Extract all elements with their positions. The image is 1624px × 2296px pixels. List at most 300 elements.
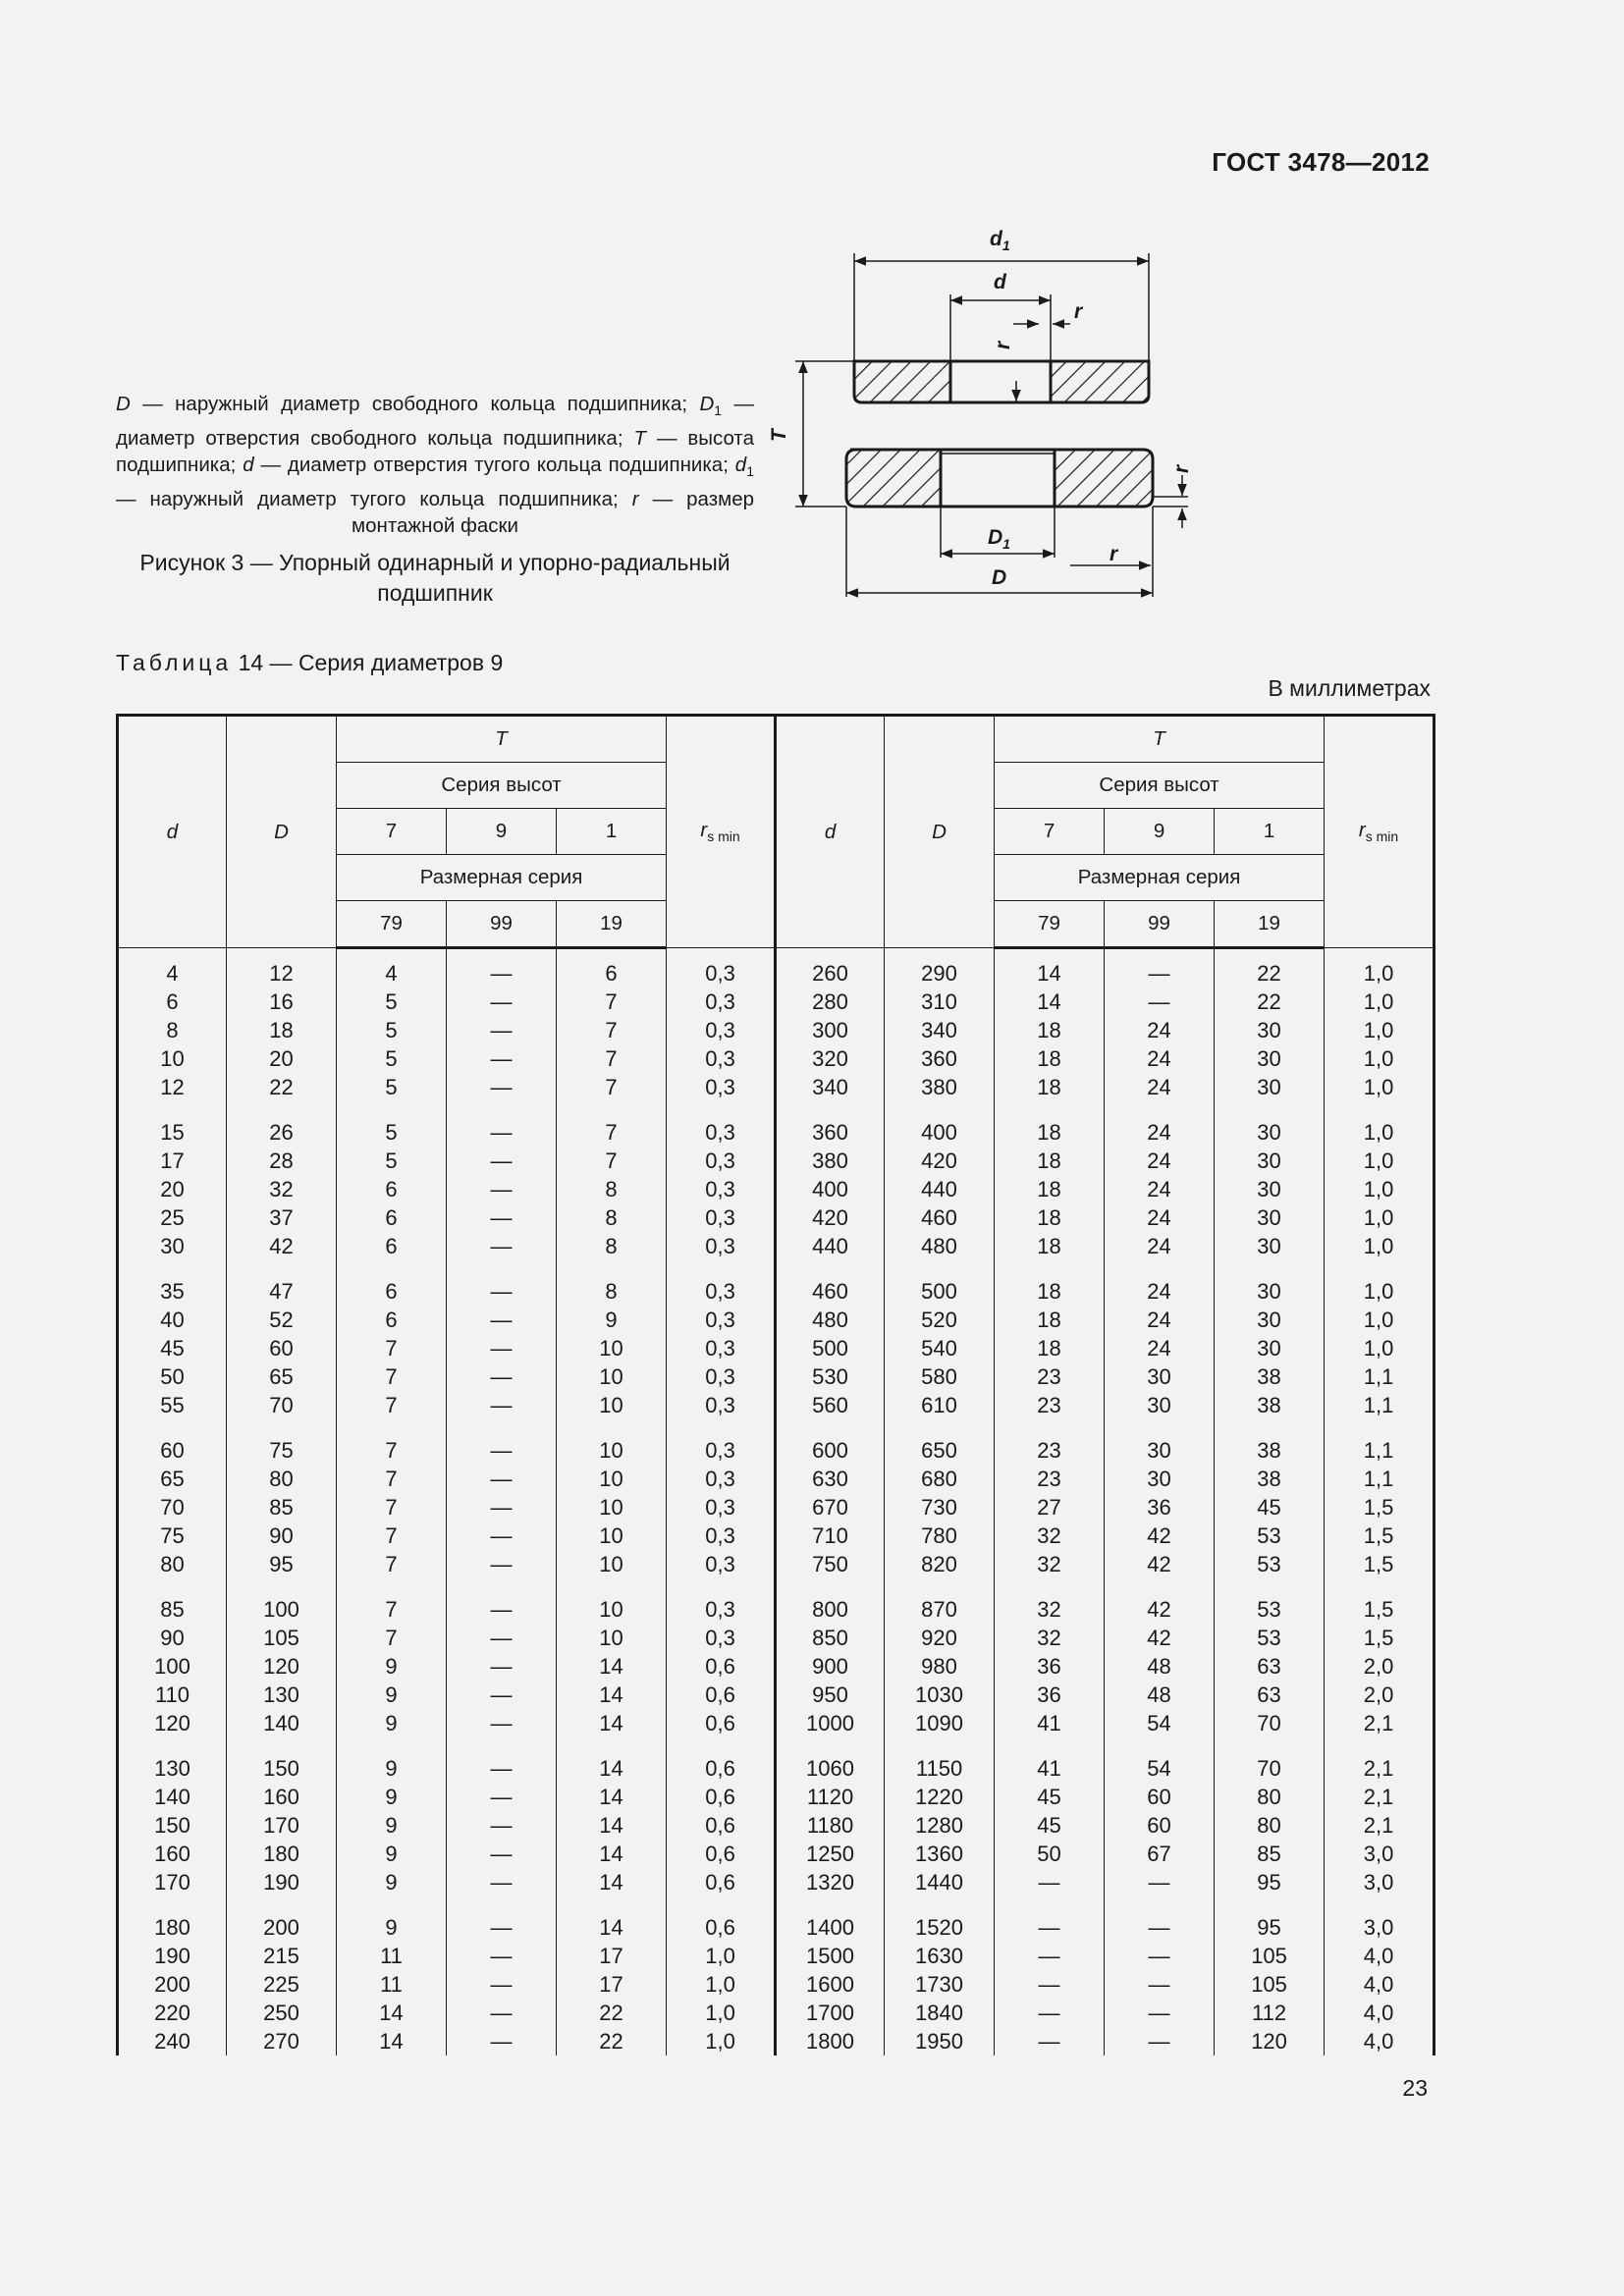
- table-cell: 41: [995, 1709, 1105, 1737]
- table-cell: —: [447, 1436, 557, 1465]
- table-cell: 1060: [776, 1754, 885, 1783]
- table-cell: —: [447, 1595, 557, 1624]
- col-head-D-left: D: [227, 716, 337, 948]
- table-cell: 37: [227, 1203, 337, 1232]
- table-cell: 14: [557, 1681, 667, 1709]
- table-cell: 30: [1105, 1465, 1215, 1493]
- spacer-cell: [227, 1578, 337, 1595]
- table-cell: —: [995, 1913, 1105, 1942]
- table-cell: 9: [337, 1681, 447, 1709]
- table-cell: 7: [337, 1391, 447, 1419]
- table-cell: 340: [776, 1073, 885, 1101]
- table-cell: 9: [557, 1306, 667, 1334]
- table-cell: 4: [337, 948, 447, 988]
- table-cell: 0,3: [667, 1073, 776, 1101]
- table-cell: —: [995, 1868, 1105, 1896]
- table-cell: 95: [1215, 1868, 1325, 1896]
- table-cell: 70: [118, 1493, 227, 1522]
- table-cell: 1,5: [1325, 1522, 1435, 1550]
- table-cell: 400: [885, 1118, 995, 1147]
- page-number: 23: [1402, 2075, 1428, 2101]
- table-cell: —: [1105, 1999, 1215, 2027]
- table-row: [118, 1913, 1435, 1942]
- table-cell: 1,0: [1325, 1044, 1435, 1073]
- spacer-cell: [995, 1737, 1105, 1754]
- table-cell: 3,0: [1325, 1913, 1435, 1942]
- table-cell: 440: [885, 1175, 995, 1203]
- table-cell: 14: [557, 1811, 667, 1840]
- spacer-cell: [885, 1578, 995, 1595]
- table-cell: 0,6: [667, 1913, 776, 1942]
- table-cell: 14: [995, 988, 1105, 1016]
- table-cell: 1630: [885, 1942, 995, 1970]
- table-row: [118, 1811, 1435, 1840]
- table-cell: 80: [118, 1550, 227, 1578]
- table-cell: 95: [227, 1550, 337, 1578]
- table-cell: —: [1105, 2027, 1215, 2056]
- height-1-right: 1: [1215, 809, 1325, 855]
- table-cell: 2,1: [1325, 1754, 1435, 1783]
- table-row: [118, 1999, 1435, 2027]
- table-row: [118, 1783, 1435, 1811]
- table-row: [118, 1147, 1435, 1175]
- table-cell: 23: [995, 1391, 1105, 1419]
- table-cell: —: [447, 1783, 557, 1811]
- table-cell: 1,1: [1325, 1391, 1435, 1419]
- table-cell: 1,5: [1325, 1595, 1435, 1624]
- table-cell: 10: [557, 1550, 667, 1578]
- table-cell: 45: [118, 1334, 227, 1362]
- table-cell: 500: [885, 1277, 995, 1306]
- top-ring-left: [854, 361, 950, 402]
- table-cell: 480: [885, 1232, 995, 1260]
- table-cell: 140: [118, 1783, 227, 1811]
- spacer-cell: [1325, 1101, 1435, 1118]
- size-99-right: 99: [1105, 901, 1215, 948]
- table-cell: —: [447, 1118, 557, 1147]
- table-cell: 0,3: [667, 1522, 776, 1550]
- table-cell: 70: [1215, 1754, 1325, 1783]
- table-cell: 1,1: [1325, 1465, 1435, 1493]
- table-cell: 27: [995, 1493, 1105, 1522]
- height-7-left: 7: [337, 809, 447, 855]
- spacer-cell: [995, 1101, 1105, 1118]
- table-cell: 10: [557, 1436, 667, 1465]
- table-cell: 140: [227, 1709, 337, 1737]
- spacer-cell: [1325, 1896, 1435, 1913]
- table-cell: 10: [118, 1044, 227, 1073]
- table-cell: 0,3: [667, 1465, 776, 1493]
- table-cell: 18: [995, 1147, 1105, 1175]
- table-cell: 180: [227, 1840, 337, 1868]
- table-cell: 7: [557, 1073, 667, 1101]
- table-cell: 22: [1215, 948, 1325, 988]
- table-cell: 28: [227, 1147, 337, 1175]
- table-cell: 14: [557, 1754, 667, 1783]
- table-cell: 53: [1215, 1522, 1325, 1550]
- table-row: [118, 1652, 1435, 1681]
- col-head-T-right: T: [995, 716, 1325, 763]
- table-cell: 6: [118, 988, 227, 1016]
- table-cell: 680: [885, 1465, 995, 1493]
- table-cell: 630: [776, 1465, 885, 1493]
- table-cell: 23: [995, 1465, 1105, 1493]
- spacer-cell: [667, 1896, 776, 1913]
- table-cell: 560: [776, 1391, 885, 1419]
- table-cell: 20: [227, 1044, 337, 1073]
- table-cell: 1840: [885, 1999, 995, 2027]
- table-cell: 42: [227, 1232, 337, 1260]
- table-cell: —: [447, 948, 557, 988]
- table-cell: 30: [1215, 1118, 1325, 1147]
- table-cell: 32: [995, 1550, 1105, 1578]
- table-cell: 105: [227, 1624, 337, 1652]
- table-cell: 60: [1105, 1783, 1215, 1811]
- table-cell: —: [447, 1550, 557, 1578]
- table-cell: 120: [1215, 2027, 1325, 2056]
- table-cell: 850: [776, 1624, 885, 1652]
- table-cell: 360: [776, 1118, 885, 1147]
- spacer-cell: [1215, 1101, 1325, 1118]
- table-cell: 0,3: [667, 1232, 776, 1260]
- table-cell: 14: [557, 1868, 667, 1896]
- table-cell: 170: [227, 1811, 337, 1840]
- table-cell: 14: [557, 1913, 667, 1942]
- table-cell: 2,1: [1325, 1811, 1435, 1840]
- table-cell: 1,0: [1325, 1175, 1435, 1203]
- table-cell: 42: [1105, 1595, 1215, 1624]
- table-cell: 10: [557, 1334, 667, 1362]
- table-cell: 8: [118, 1016, 227, 1044]
- table-cell: 7: [337, 1465, 447, 1493]
- table-cell: 26: [227, 1118, 337, 1147]
- table-row: [118, 1232, 1435, 1260]
- table-cell: 460: [885, 1203, 995, 1232]
- table-cell: 1730: [885, 1970, 995, 1999]
- table-cell: 15: [118, 1118, 227, 1147]
- table-cell: 0,3: [667, 1175, 776, 1203]
- table-cell: 520: [885, 1306, 995, 1334]
- size-79-right: 79: [995, 901, 1105, 948]
- table-cell: 340: [885, 1016, 995, 1044]
- table-body: [118, 948, 1435, 2056]
- table-cell: 4,0: [1325, 1999, 1435, 2027]
- table-cell: 30: [1215, 1073, 1325, 1101]
- table-cell: 220: [118, 1999, 227, 2027]
- table-cell: 75: [118, 1522, 227, 1550]
- table-cell: 5: [337, 1044, 447, 1073]
- table-cell: 30: [1215, 1277, 1325, 1306]
- table-cell: 1,1: [1325, 1436, 1435, 1465]
- height-series-right: Серия высот: [995, 763, 1325, 809]
- spacer-cell: [118, 1737, 227, 1754]
- table-cell: 0,6: [667, 1811, 776, 1840]
- table-cell: 6: [337, 1203, 447, 1232]
- table-cell: 60: [227, 1334, 337, 1362]
- table-cell: 0,3: [667, 988, 776, 1016]
- label-d: d: [994, 271, 1006, 294]
- table-cell: 18: [995, 1334, 1105, 1362]
- table-cell: —: [447, 1147, 557, 1175]
- table-cell: 10: [557, 1391, 667, 1419]
- table-cell: —: [1105, 1913, 1215, 1942]
- legend-var-d1-sub: 1: [746, 463, 754, 480]
- table-cell: 0,6: [667, 1709, 776, 1737]
- table-cell: 52: [227, 1306, 337, 1334]
- table-cell: 55: [118, 1391, 227, 1419]
- table-cell: —: [447, 1868, 557, 1896]
- table-row: [118, 1306, 1435, 1334]
- table-cell: 7: [337, 1624, 447, 1652]
- table-cell: —: [447, 1391, 557, 1419]
- legend-var-D1-sub: 1: [714, 402, 723, 419]
- table-cell: —: [447, 1942, 557, 1970]
- height-7-right: 7: [995, 809, 1105, 855]
- table-cell: 105: [1215, 1942, 1325, 1970]
- table-cell: 7: [337, 1334, 447, 1362]
- legend-var-d: d: [243, 454, 254, 477]
- table-cell: 160: [227, 1783, 337, 1811]
- table-cell: 1600: [776, 1970, 885, 1999]
- spacer-cell: [118, 1419, 227, 1436]
- spacer-cell: [337, 1578, 447, 1595]
- table-cell: —: [1105, 988, 1215, 1016]
- spacer-cell: [447, 1578, 557, 1595]
- table-cell: 8: [557, 1175, 667, 1203]
- table-row: [118, 1277, 1435, 1306]
- table-cell: 32: [227, 1175, 337, 1203]
- table-cell: 38: [1215, 1362, 1325, 1391]
- table-row: [118, 1016, 1435, 1044]
- spacer-cell: [337, 1896, 447, 1913]
- spacer-cell: [1215, 1896, 1325, 1913]
- table-cell: 6: [557, 948, 667, 988]
- group-spacer: [118, 1737, 1435, 1754]
- table-cell: 150: [227, 1754, 337, 1783]
- table-cell: 36: [995, 1652, 1105, 1681]
- table-cell: 12: [227, 948, 337, 988]
- table-cell: 870: [885, 1595, 995, 1624]
- label-r-bottom: r: [1110, 543, 1118, 565]
- group-spacer: [118, 1260, 1435, 1277]
- table-cell: 85: [227, 1493, 337, 1522]
- table-cell: 45: [995, 1811, 1105, 1840]
- height-series-left: Серия высот: [337, 763, 667, 809]
- table-cell: 420: [885, 1147, 995, 1175]
- figure-legend: [116, 391, 754, 540]
- col-head-d-left: d: [118, 716, 227, 948]
- table-cell: 50: [995, 1840, 1105, 1868]
- table-cell: 480: [776, 1306, 885, 1334]
- table-cell: 530: [776, 1362, 885, 1391]
- spacer-cell: [776, 1737, 885, 1754]
- table-cell: 120: [227, 1652, 337, 1681]
- table-cell: 0,3: [667, 1044, 776, 1073]
- spacer-cell: [118, 1101, 227, 1118]
- table-cell: 190: [118, 1942, 227, 1970]
- table-row: [118, 1044, 1435, 1073]
- table-cell: 0,6: [667, 1754, 776, 1783]
- table-cell: 7: [337, 1595, 447, 1624]
- table-cell: 950: [776, 1681, 885, 1709]
- table-cell: 23: [995, 1436, 1105, 1465]
- table-cell: 5: [337, 1147, 447, 1175]
- table-cell: 4,0: [1325, 1970, 1435, 1999]
- table-cell: —: [447, 1232, 557, 1260]
- spacer-cell: [557, 1419, 667, 1436]
- spacer-cell: [995, 1419, 1105, 1436]
- table-cell: 300: [776, 1016, 885, 1044]
- table-cell: 280: [776, 988, 885, 1016]
- table-cell: 0,3: [667, 1595, 776, 1624]
- label-r-bottom-side: r: [1170, 464, 1193, 473]
- table-cell: —: [447, 1175, 557, 1203]
- table-row: [118, 1465, 1435, 1493]
- table-row: [118, 1595, 1435, 1624]
- table-title-word: Таблица: [116, 650, 233, 675]
- table-cell: 12: [118, 1073, 227, 1101]
- table-row: [118, 2027, 1435, 2056]
- table-cell: 610: [885, 1391, 995, 1419]
- label-d1: $d_1$: [990, 228, 1010, 253]
- table-title: [116, 650, 503, 676]
- table-cell: 10: [557, 1522, 667, 1550]
- table-cell: 14: [557, 1783, 667, 1811]
- table-cell: 0,3: [667, 1362, 776, 1391]
- spacer-cell: [447, 1419, 557, 1436]
- spacer-cell: [1215, 1419, 1325, 1436]
- group-spacer: [118, 1578, 1435, 1595]
- table-row: [118, 1175, 1435, 1203]
- table-cell: 30: [1105, 1362, 1215, 1391]
- table-cell: 250: [227, 1999, 337, 2027]
- bottom-ring-right: [1055, 450, 1153, 507]
- label-D1: $D_1$: [988, 526, 1010, 552]
- table-cell: 80: [1215, 1811, 1325, 1840]
- spacer-cell: [1105, 1101, 1215, 1118]
- table-cell: 16: [227, 988, 337, 1016]
- diameter-series-table: [116, 714, 1435, 2056]
- table-cell: 9: [337, 1652, 447, 1681]
- spacer-cell: [667, 1737, 776, 1754]
- table-cell: 30: [1215, 1175, 1325, 1203]
- table-cell: 130: [227, 1681, 337, 1709]
- table-row: [118, 1203, 1435, 1232]
- table-cell: 7: [337, 1522, 447, 1550]
- table-cell: 270: [227, 2027, 337, 2056]
- table-cell: 7: [337, 1436, 447, 1465]
- table-cell: 30: [1105, 1436, 1215, 1465]
- table-cell: —: [447, 1203, 557, 1232]
- label-r-top-right: r: [1074, 300, 1083, 323]
- table-row: [118, 1391, 1435, 1419]
- table-cell: 6: [337, 1232, 447, 1260]
- spacer-cell: [118, 1578, 227, 1595]
- size-series-right: Размерная серия: [995, 855, 1325, 901]
- legend-var-T: T: [633, 426, 646, 450]
- table-cell: 1,0: [1325, 1203, 1435, 1232]
- table-cell: 190: [227, 1868, 337, 1896]
- table-cell: 47: [227, 1277, 337, 1306]
- table-cell: 1700: [776, 1999, 885, 2027]
- table-cell: 23: [995, 1362, 1105, 1391]
- height-1-left: 1: [557, 809, 667, 855]
- table-cell: 0,3: [667, 948, 776, 988]
- table-cell: 30: [1105, 1391, 1215, 1419]
- legend-D-text: — наружный диаметр свободного кольца подшипника;: [130, 393, 700, 415]
- size-79-left: 79: [337, 901, 447, 948]
- table-cell: 670: [776, 1493, 885, 1522]
- table-cell: 65: [227, 1362, 337, 1391]
- table-cell: 5: [337, 988, 447, 1016]
- table-cell: 18: [995, 1044, 1105, 1073]
- table-cell: 460: [776, 1277, 885, 1306]
- table-cell: 18: [995, 1118, 1105, 1147]
- table-cell: 14: [337, 1999, 447, 2027]
- table-cell: 30: [1215, 1306, 1325, 1334]
- table-cell: 120: [118, 1709, 227, 1737]
- table-cell: 900: [776, 1652, 885, 1681]
- table-cell: 20: [118, 1175, 227, 1203]
- table-cell: 3,0: [1325, 1868, 1435, 1896]
- table-cell: 35: [118, 1277, 227, 1306]
- table-cell: 38: [1215, 1391, 1325, 1419]
- table-cell: 0,6: [667, 1652, 776, 1681]
- table-cell: —: [447, 2027, 557, 2056]
- table-cell: 0,3: [667, 1277, 776, 1306]
- table-cell: 60: [1105, 1811, 1215, 1840]
- table-cell: 53: [1215, 1624, 1325, 1652]
- table-cell: 400: [776, 1175, 885, 1203]
- spacer-cell: [1105, 1737, 1215, 1754]
- table-cell: 22: [557, 2027, 667, 2056]
- table-cell: 112: [1215, 1999, 1325, 2027]
- table-cell: 53: [1215, 1550, 1325, 1578]
- table-cell: 1,0: [1325, 1277, 1435, 1306]
- bearing-drawing: [768, 224, 1414, 616]
- table-cell: 7: [337, 1362, 447, 1391]
- table-cell: 45: [995, 1783, 1105, 1811]
- table-cell: 320: [776, 1044, 885, 1073]
- table-cell: 170: [118, 1868, 227, 1896]
- table-row: [118, 1073, 1435, 1101]
- legend-D1-text: — диаметр отверстия свободного кольца подшипника;: [116, 393, 754, 450]
- table-cell: 24: [1105, 1203, 1215, 1232]
- table-cell: —: [447, 1334, 557, 1362]
- table-cell: 24: [1105, 1147, 1215, 1175]
- table-cell: 1220: [885, 1783, 995, 1811]
- table-cell: 10: [557, 1493, 667, 1522]
- table-row: [118, 1334, 1435, 1362]
- table-cell: 30: [1215, 1016, 1325, 1044]
- table-cell: 18: [995, 1073, 1105, 1101]
- spacer-cell: [227, 1737, 337, 1754]
- spacer-cell: [1325, 1737, 1435, 1754]
- table-cell: 42: [1105, 1522, 1215, 1550]
- table-cell: 14: [337, 2027, 447, 2056]
- table-cell: 600: [776, 1436, 885, 1465]
- table-cell: 100: [227, 1595, 337, 1624]
- table-cell: —: [447, 1493, 557, 1522]
- table-cell: 1150: [885, 1754, 995, 1783]
- table-cell: 1520: [885, 1913, 995, 1942]
- table-cell: 24: [1105, 1277, 1215, 1306]
- table-cell: 2,1: [1325, 1783, 1435, 1811]
- table-cell: —: [447, 1277, 557, 1306]
- table-cell: 2,0: [1325, 1681, 1435, 1709]
- table-cell: 1,0: [667, 1999, 776, 2027]
- spacer-cell: [557, 1737, 667, 1754]
